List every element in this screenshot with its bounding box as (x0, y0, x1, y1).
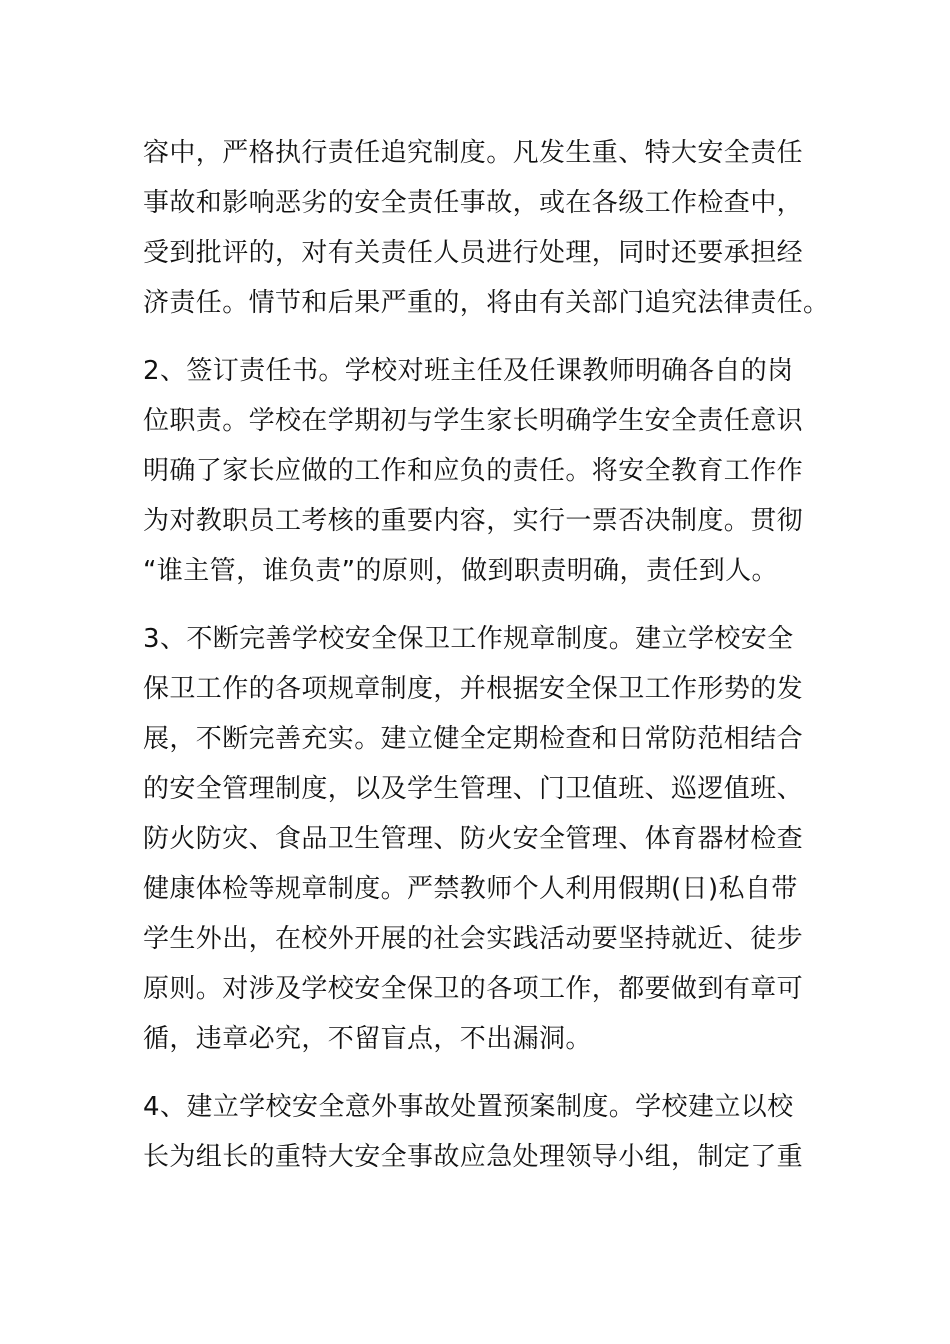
paragraph-2 (143, 346, 808, 596)
text-line: 原则。对涉及学校安全保卫的各项工作，都要做到有章可 (143, 974, 804, 1004)
text-line: “谁主管，谁负责”的原则，做到职责明确，责任到人。 (143, 556, 778, 586)
text-line: 事故和影响恶劣的安全责任事故，或在各级工作检查中， (143, 188, 804, 218)
text-line: 容中，严格执行责任追究制度。凡发生重、特大安全责任 (143, 138, 804, 168)
text-line: 学生外出，在校外开展的社会实践活动要坚持就近、徒步 (143, 924, 804, 954)
paragraph-3 (143, 614, 808, 1064)
text-line: 循，违章必究，不留盲点，不出漏洞。 (143, 1024, 592, 1054)
text-line: 健康体检等规章制度。严禁教师个人利用假期(日)私自带 (143, 874, 798, 904)
text-line: 的安全管理制度，以及学生管理、门卫值班、巡逻值班、 (143, 774, 804, 804)
text-line: 明确了家长应做的工作和应负的责任。将安全教育工作作 (143, 456, 804, 486)
text-line: 受到批评的，对有关责任人员进行处理，同时还要承担经 (143, 238, 804, 268)
text-line: 4、建立学校安全意外事故处置预案制度。学校建立以校 (143, 1092, 794, 1122)
text-line: 2、签订责任书。学校对班主任及任课教师明确各自的岗 (143, 356, 794, 386)
text-line: 3、不断完善学校安全保卫工作规章制度。建立学校安全 (143, 624, 794, 654)
text-line: 展，不断完善充实。建立健全定期检查和日常防范相结合 (143, 724, 804, 754)
text-line: 济责任。情节和后果严重的，将由有关部门追究法律责任。 (143, 288, 830, 318)
text-line: 位职责。学校在学期初与学生家长明确学生安全责任意识 (143, 406, 804, 436)
paragraph-4 (143, 1082, 808, 1182)
document-body (143, 128, 830, 1200)
text-line: 保卫工作的各项规章制度，并根据安全保卫工作形势的发 (143, 674, 804, 704)
text-line: 为对教职员工考核的重要内容，实行一票否决制度。贯彻 (143, 506, 804, 536)
paragraph-1 (143, 128, 830, 328)
text-line: 长为组长的重特大安全事故应急处理领导小组，制定了重 (143, 1142, 804, 1172)
text-line: 防火防灾、食品卫生管理、防火安全管理、体育器材检查 (143, 824, 804, 854)
